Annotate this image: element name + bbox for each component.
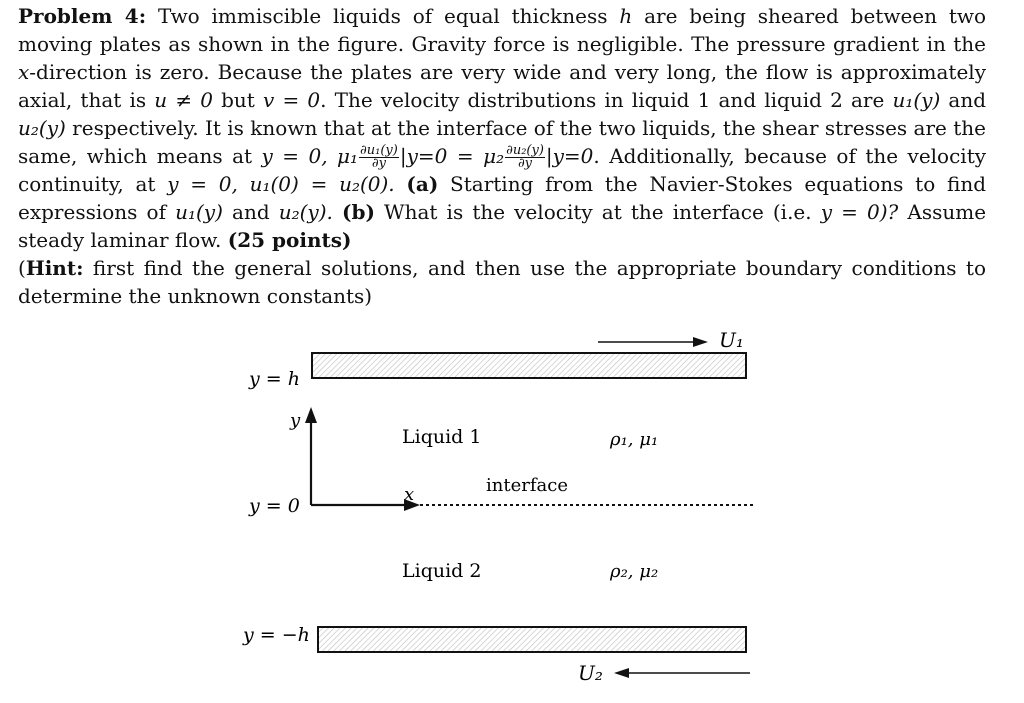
u1-of-y-again: u₁(y) (175, 200, 223, 224)
liquid2-properties: ρ₂, μ₂ (610, 561, 659, 582)
part-a-label: (a) (406, 172, 439, 196)
eval-at-zero-1: |y=0 (399, 144, 448, 168)
u2-arrowhead (614, 668, 629, 678)
interface-y-zero: y = 0)? (820, 200, 899, 224)
u2-of-y: u₂(y) (18, 116, 66, 140)
top-plate (312, 353, 746, 378)
problem-text-5: . Additionally, because of the velocity continuity, at (18, 144, 987, 196)
u1-label: U₁ (719, 328, 744, 352)
hint-label: Hint: (25, 256, 84, 280)
x-symbol: x (18, 60, 30, 84)
y-eq-zero-continuity: y = 0, (167, 172, 238, 196)
u2-label: U₂ (578, 661, 603, 685)
liquid1-properties: ρ₁, μ₁ (610, 429, 659, 450)
du1-denominator: ∂y (371, 156, 386, 171)
problem-text-4: respectively. It is known that at the interface of the two liquids, the shear stresses are the same, which means at (18, 116, 986, 168)
thickness-symbol: h (619, 4, 633, 28)
du1-numerator: ∂u₁(y) (360, 143, 398, 158)
equals-sign: = (456, 144, 474, 168)
problem-text-6: Starting from the Navier-Stokes equations to find expressions of (18, 172, 987, 224)
y-equals-minus-h-label: y = −h (243, 624, 310, 646)
u1-arrowhead (693, 337, 708, 347)
y-axis-arrowhead (305, 407, 317, 423)
y-axis-label: y (290, 410, 301, 431)
problem-intro: Two immiscible liquids of equal thickness (157, 4, 608, 28)
problem-text-1: are being sheared between two moving plates as shown in the figure. Gravity force is negligible. The pressure gradient in the (18, 4, 987, 56)
points-label: (25 points) (227, 228, 352, 252)
u2-of-y-end: u₂(y). (278, 200, 333, 224)
and-word-2: and (232, 200, 270, 224)
y-equals-zero-label: y = 0 (249, 495, 300, 517)
v-eq-zero: v = 0 (263, 88, 321, 112)
x-axis-label: x (404, 484, 415, 505)
u1-of-y: u₁(y) (892, 88, 941, 112)
liquid1-label: Liquid 1 (402, 426, 482, 448)
hint-text: first find the general solutions, and then use the appropriate boundary conditions to determine the unknown constants) (18, 256, 986, 308)
problem-text-2: -direction is zero. Because the plates are very wide and very long, the flow is approximately axial, that is (18, 60, 986, 112)
mu2-symbol: μ₂ (483, 144, 505, 168)
and-word: and (948, 88, 987, 112)
problem-text-3: . The velocity distributions in liquid 1 and liquid 2 are (320, 88, 885, 112)
hint-open-paren: ( (18, 256, 26, 280)
but-word: but (221, 88, 255, 112)
problem-text-7: What is the velocity at the interface (i.e. (384, 200, 812, 224)
u-neq-zero: u ≠ 0 (154, 88, 213, 112)
problem-heading: Problem 4: (18, 4, 147, 28)
liquid2-label: Liquid 2 (402, 560, 482, 582)
bottom-plate (318, 627, 746, 652)
problem-text-8: Assume steady laminar flow. (18, 200, 987, 252)
interface-label: interface (486, 475, 568, 496)
du2-numerator: ∂u₂(y) (506, 143, 544, 158)
mu1-symbol: μ₁ (337, 144, 359, 168)
du2-denominator: ∂y (517, 156, 533, 171)
y-equals-h-label: y = h (249, 368, 300, 390)
velocity-continuity: u₁(0) = u₂(0). (249, 172, 395, 196)
eval-at-zero-2: |y=0 (545, 144, 594, 168)
y-eq-zero-condition: y = 0, (261, 144, 328, 168)
part-b-label: (b) (342, 200, 375, 224)
